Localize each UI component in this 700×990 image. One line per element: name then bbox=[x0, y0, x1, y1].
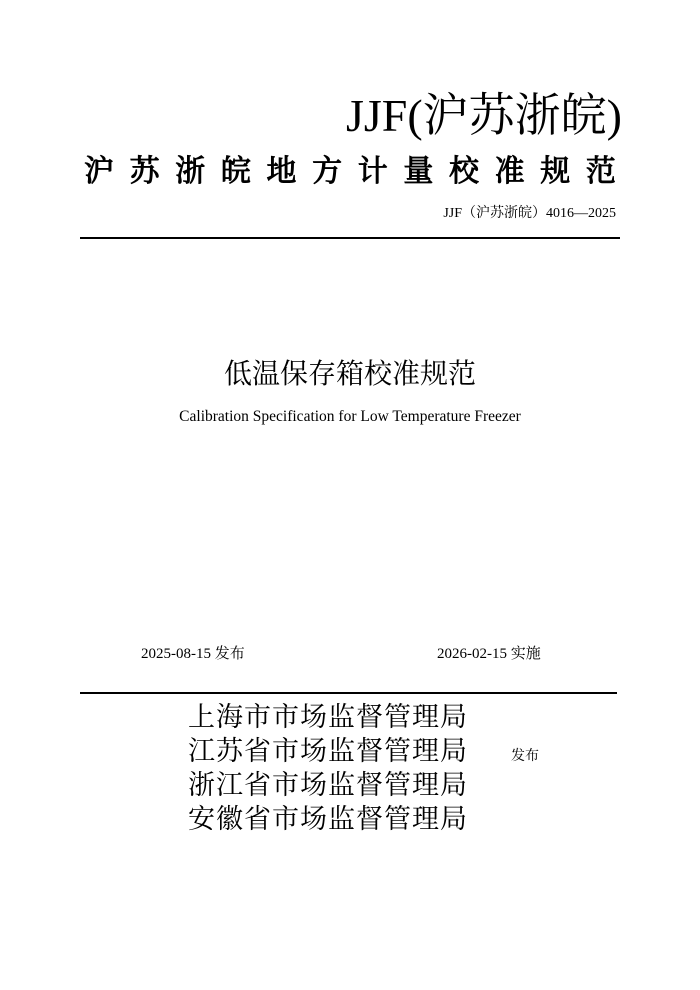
subtitle-char: 浙 bbox=[175, 154, 206, 189]
subtitle-char: 地 bbox=[266, 154, 297, 189]
document-title: 低温保存箱校准规范 bbox=[223, 357, 476, 390]
subtitle-char: 规 bbox=[540, 154, 571, 189]
issuer-agency: 江苏省市场监督管理局 bbox=[188, 736, 468, 767]
issuer-agency: 上海市市场监督管理局 bbox=[188, 702, 468, 733]
regional-spec-subtitle bbox=[84, 152, 616, 192]
subtitle-char: 准 bbox=[494, 154, 525, 189]
subtitle-char: 校 bbox=[449, 154, 479, 189]
issuer-agency: 安徽省市场监督管理局 bbox=[188, 804, 468, 835]
issued-label: 发布 bbox=[511, 748, 539, 764]
subtitle-char: 方 bbox=[312, 154, 343, 189]
footer-divider bbox=[80, 692, 617, 694]
publish-date: 2025-08-15 发布 bbox=[141, 646, 245, 662]
standard-code: JJF（沪苏浙皖）4016—2025 bbox=[443, 206, 616, 221]
header-divider bbox=[80, 237, 620, 239]
subtitle-char: 计 bbox=[357, 154, 388, 189]
document-english-title: Calibration Specification for Low Temperature Freezer bbox=[179, 408, 521, 425]
implement-date: 2026-02-15 实施 bbox=[437, 646, 541, 662]
subtitle-char: 量 bbox=[403, 154, 434, 189]
subtitle-char: 苏 bbox=[129, 154, 160, 189]
issuer-agency: 浙江省市场监督管理局 bbox=[188, 770, 468, 801]
subtitle-char: 范 bbox=[585, 154, 616, 189]
standard-series-title: JJF(沪苏浙皖) bbox=[345, 90, 622, 141]
subtitle-char: 皖 bbox=[220, 154, 251, 189]
subtitle-char: 沪 bbox=[84, 154, 114, 189]
